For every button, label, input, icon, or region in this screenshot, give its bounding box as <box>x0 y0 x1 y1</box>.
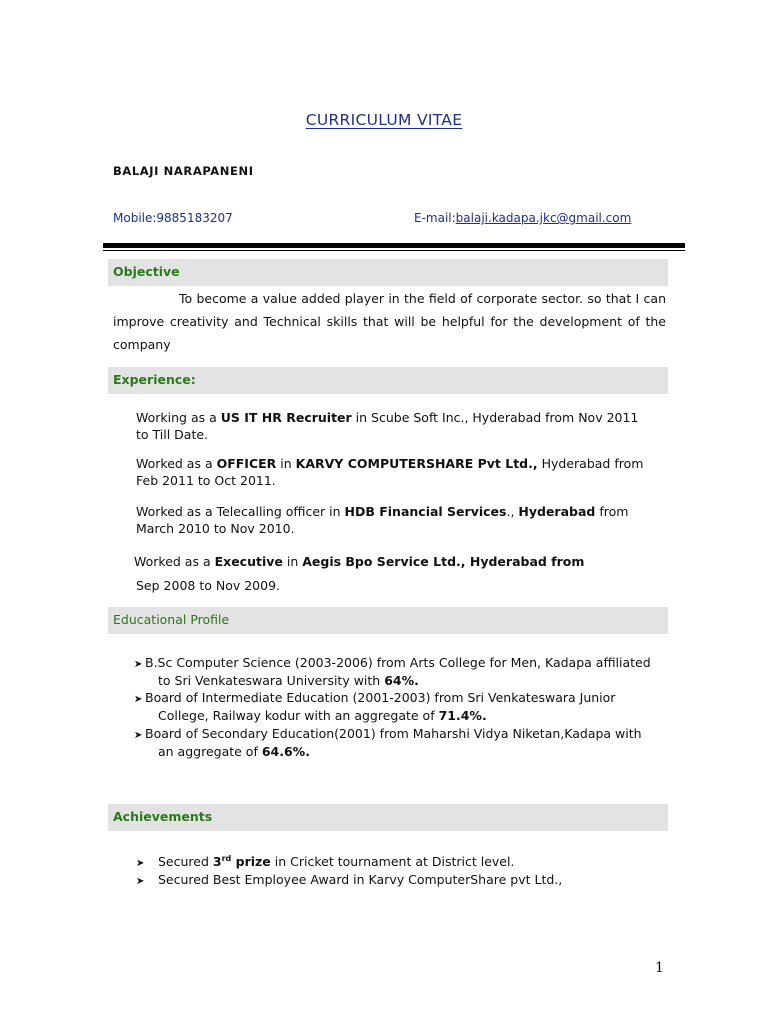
mobile-number: 9885183207 <box>156 211 233 225</box>
section-header-education <box>108 607 668 634</box>
experience-item: Working as a US IT HR Recruiter in Scube Soft Inc., Hyderabad from Nov 2011 to Till Date. <box>136 410 639 442</box>
arrow-bullet-icon: ➤ <box>136 876 145 887</box>
section-header-achievements <box>108 804 668 831</box>
header-divider <box>103 243 685 248</box>
section-title: Achievements <box>113 809 213 824</box>
mobile-contact: Mobile:9885183207 <box>113 211 233 225</box>
education-item: ➤ Board of Secondary Education(2001) from Maharshi Vidya Niketan,Kadapa with an aggregate of 64.6%. <box>134 726 642 759</box>
education-item: ➤ Board of Intermediate Education (2001-2003) from Sri Venkateswara Junior College, Railway kodur with an aggregate of 71.4%. <box>134 690 616 723</box>
objective-paragraph: To become a value added player in the field of corporate sector. so that I can improve creativity and Technical skills that will be helpful for the development of the company <box>113 291 666 352</box>
achievement-item: ➤ Secured 3rd prize in Cricket tournament at District level. <box>136 849 666 874</box>
section-title: Objective <box>113 264 180 279</box>
achievement-item: ➤ Secured Best Employee Award in Karvy ComputerShare pvt Ltd., <box>136 870 666 892</box>
section-title: Experience: <box>113 372 196 387</box>
arrow-bullet-icon: ➤ <box>134 730 143 741</box>
candidate-name: BALAJI NARAPANENI <box>113 164 254 178</box>
email-contact: E-mail:balaji.kadapa.jkc@gmail.com <box>414 211 632 225</box>
section-title: Educational Profile <box>113 612 230 627</box>
document-title: CURRICULUM VITAE <box>305 111 463 129</box>
header-divider-thin <box>103 250 685 251</box>
section-header-experience <box>108 367 668 394</box>
email-link[interactable]: balaji.kadapa.jkc@gmail.com <box>455 211 632 225</box>
experience-item: Worked as a OFFICER in KARVY COMPUTERSHARE Pvt Ltd., Hyderabad from Feb 2011 to Oct 2011. <box>136 456 644 488</box>
arrow-bullet-icon: ➤ <box>134 694 143 705</box>
arrow-bullet-icon: ➤ <box>134 659 143 670</box>
experience-item: Worked as a Telecalling officer in HDB Financial Services., Hyderabad from March 2010 to Nov 2010. <box>136 504 629 536</box>
page-number: 1 <box>655 960 664 976</box>
education-item: ➤ B.Sc Computer Science (2003-2006) from Arts College for Men, Kadapa affiliated to Sri Venkateswara University with 64%. <box>134 655 651 688</box>
experience-item: Worked as a Executive in Aegis Bpo Service Ltd., Hyderabad from Sep 2008 to Nov 2009. <box>134 554 585 593</box>
arrow-bullet-icon: ➤ <box>136 858 145 869</box>
section-header-objective <box>108 259 668 286</box>
